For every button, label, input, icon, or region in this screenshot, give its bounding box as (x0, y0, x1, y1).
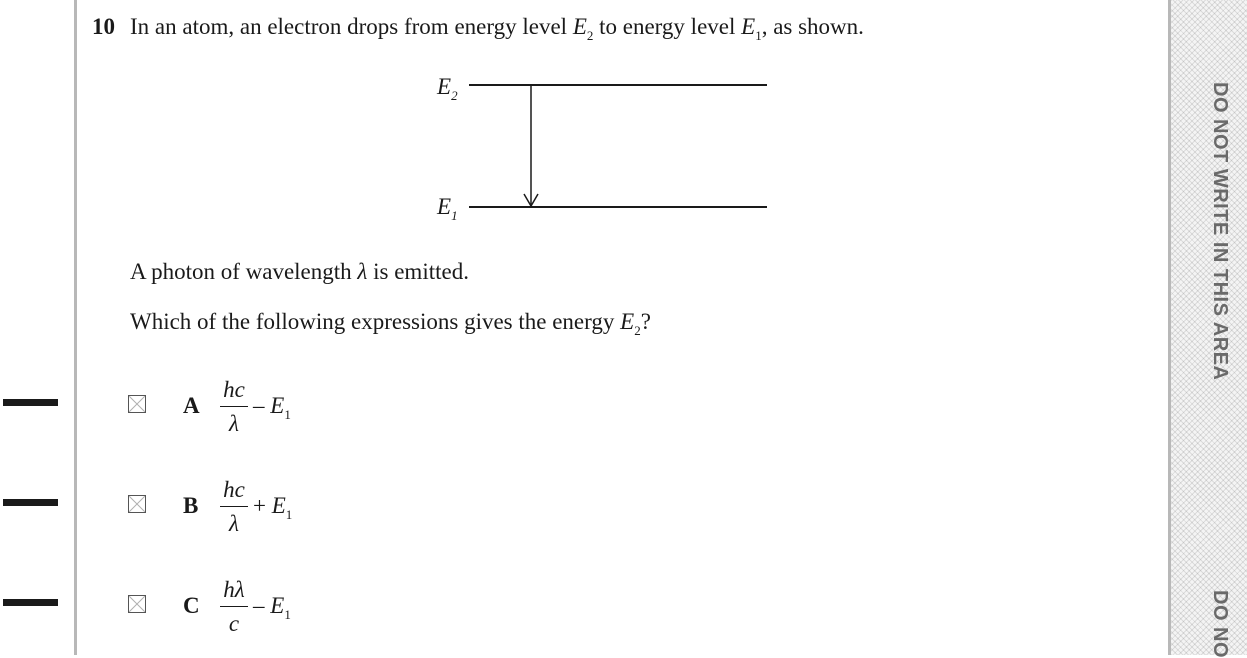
option-c-checkbox[interactable] (128, 595, 146, 613)
answer-timing-mark (3, 399, 58, 406)
option-b-letter: B (183, 493, 199, 518)
question-prompt: Which of the following expressions gives the energy $E_2$? (130, 309, 651, 338)
option-b-fraction: $\frac{hc}{\lambda}$ (220, 478, 248, 535)
option-b-checkbox[interactable] (128, 495, 146, 513)
level-label-upper: $E_2$ (437, 74, 458, 103)
diagram-lines (420, 62, 780, 222)
option-c-letter: C (183, 593, 200, 618)
option-a-checkbox[interactable] (128, 395, 146, 413)
margin-warning-text: DO NOT WRITE IN THIS AREA (1209, 82, 1231, 381)
question-number: 10 (92, 14, 115, 39)
answer-timing-mark (3, 599, 58, 606)
option-a-letter: A (183, 393, 200, 418)
margin-warning-text-cut: DO NO (1209, 590, 1231, 658)
option-c-expression-tail: – $E_1$ (253, 593, 291, 622)
option-b-expression-tail: + $E_1$ (253, 493, 293, 522)
left-margin-rule (74, 0, 77, 655)
level-label-lower: $E_1$ (437, 194, 458, 223)
option-a-expression-tail: – $E_1$ (253, 393, 291, 422)
answer-timing-mark (3, 499, 58, 506)
photon-statement: A photon of wavelength λ is emitted. (130, 259, 469, 284)
option-a-fraction: $\frac{hc}{\lambda}$ (220, 378, 248, 435)
question-stem: In an atom, an electron drops from energy level $E_2$ to energy level $E_1$, as shown. (130, 14, 864, 43)
option-c-fraction: $\frac{h\lambda}{c}$ (220, 578, 248, 635)
